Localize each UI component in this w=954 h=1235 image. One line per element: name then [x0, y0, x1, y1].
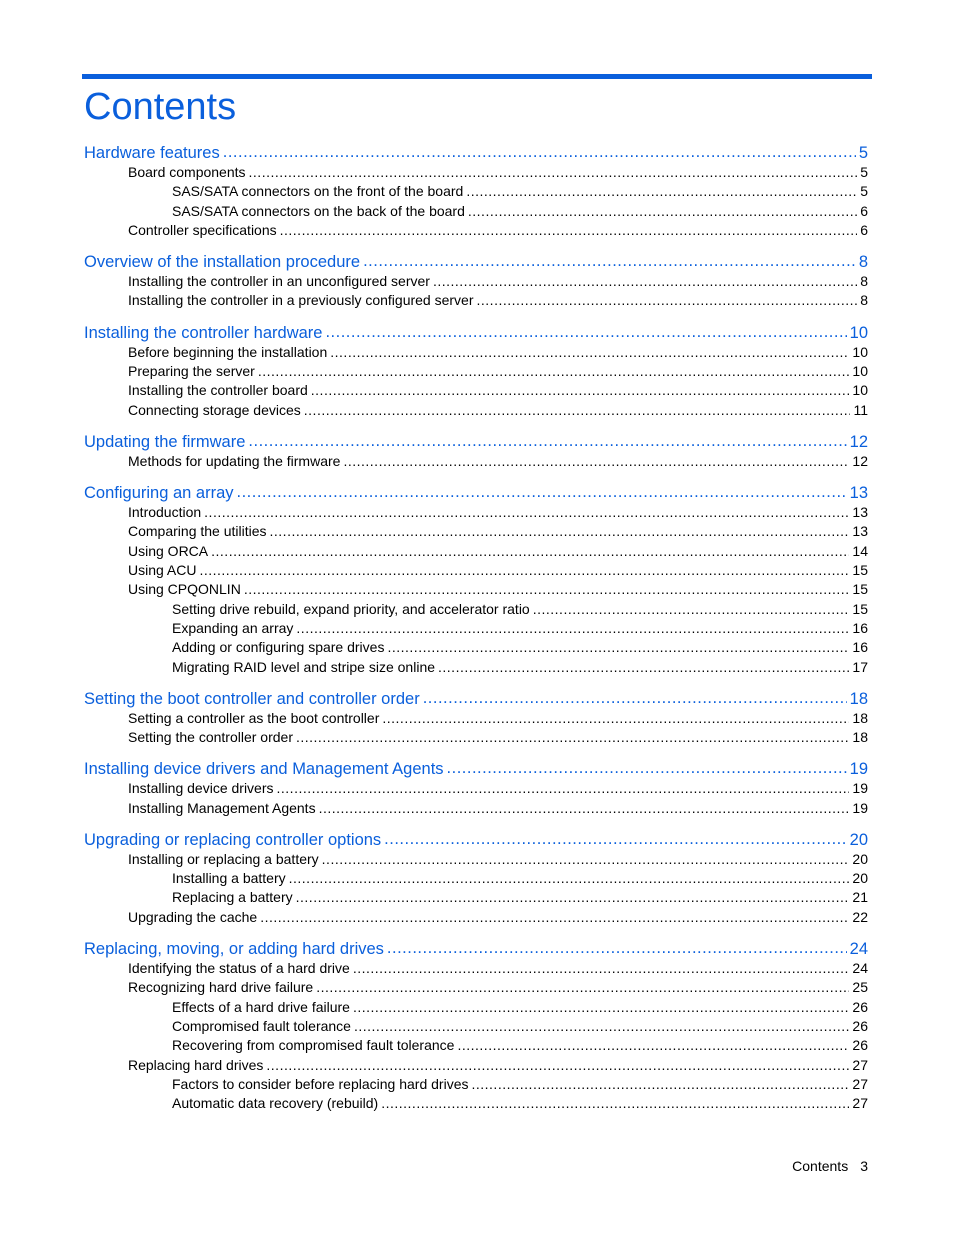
toc-section-entry[interactable] — [172, 202, 868, 219]
toc-entry-title: Factors to consider before replacing hard drives — [172, 1076, 469, 1092]
toc-entry-page-number: 11 — [853, 402, 868, 418]
toc-entry-page-number: 27 — [852, 1076, 868, 1092]
dot-leader — [211, 542, 849, 556]
toc-section-entry[interactable] — [172, 1094, 868, 1111]
toc-section-entry[interactable] — [128, 959, 868, 976]
toc-section-entry[interactable] — [128, 221, 868, 238]
toc-entry-title: Before beginning the installation — [128, 344, 328, 360]
toc-section-entry[interactable] — [128, 401, 868, 418]
toc-entry-page-number: 10 — [852, 344, 868, 360]
toc-entry-title: Installing device drivers and Management Agents — [84, 759, 444, 778]
toc-entry-page-number: 8 — [860, 292, 868, 308]
toc-entry-page-number: 10 — [852, 363, 868, 379]
dot-leader — [457, 1036, 849, 1050]
toc-section-entry[interactable] — [128, 542, 868, 559]
toc-chapter-entry[interactable] — [84, 321, 868, 343]
toc-entry-page-number: 8 — [860, 273, 868, 289]
dot-leader — [204, 503, 849, 517]
dot-leader — [381, 1094, 849, 1108]
toc-section-entry[interactable] — [172, 658, 868, 675]
toc-entry-title: Recognizing hard drive failure — [128, 979, 314, 995]
toc-entry-page-number: 20 — [852, 870, 868, 886]
toc-entry-title: Replacing, moving, or adding hard drives — [84, 939, 384, 958]
dot-leader — [289, 869, 850, 883]
toc-section-entry[interactable] — [128, 799, 868, 816]
toc-section-entry[interactable] — [128, 343, 868, 360]
toc-section-entry[interactable] — [128, 452, 868, 469]
toc-entry-title: Recovering from compromised fault tolerance — [172, 1037, 455, 1053]
toc-section-entry[interactable] — [172, 619, 868, 636]
toc-entry-title: Using CPQONLIN — [128, 581, 241, 597]
toc-section-entry[interactable] — [128, 709, 868, 726]
dot-leader — [199, 561, 849, 575]
toc-entry-title: Identifying the status of a hard drive — [128, 960, 350, 976]
toc-entry-page-number: 10 — [849, 323, 868, 342]
toc-entry-page-number: 10 — [852, 382, 868, 398]
dot-leader — [249, 163, 858, 177]
toc-entry-page-number: 25 — [852, 979, 868, 995]
dot-leader — [330, 343, 849, 357]
toc-chapter-entry[interactable] — [84, 250, 868, 272]
toc-entry-title: SAS/SATA connectors on the front of the board — [172, 183, 464, 199]
toc-section-entry[interactable] — [172, 1075, 868, 1092]
dot-leader — [223, 141, 856, 158]
toc-entry-title: Expanding an array — [172, 620, 294, 636]
toc-entry-title: Setting the controller order — [128, 729, 293, 745]
toc-entry-title: Setting a controller as the boot controller — [128, 710, 380, 726]
toc-entry-page-number: 19 — [852, 800, 868, 816]
toc-entry-page-number: 6 — [860, 222, 868, 238]
dot-leader — [387, 638, 849, 652]
dot-leader — [296, 728, 849, 742]
toc-section-entry[interactable] — [128, 503, 868, 520]
toc-chapter-entry[interactable] — [84, 757, 868, 779]
toc-entry-title: Upgrading or replacing controller options — [84, 830, 382, 849]
toc-entry-page-number: 15 — [852, 581, 868, 597]
toc-entry-title: Connecting storage devices — [128, 402, 301, 418]
dot-leader — [353, 959, 850, 973]
toc-entry-title: Introduction — [128, 504, 202, 520]
toc-entry-title: Effects of a hard drive failure — [172, 999, 350, 1015]
toc-entry-page-number: 15 — [852, 562, 868, 578]
toc-entry-page-number: 15 — [852, 601, 868, 617]
toc-entry-page-number: 13 — [852, 504, 868, 520]
toc-entry-page-number: 13 — [852, 523, 868, 539]
toc-section-entry[interactable] — [128, 522, 868, 539]
toc-entry-title: Automatic data recovery (rebuild) — [172, 1095, 379, 1111]
toc-chapter-entry[interactable] — [84, 481, 868, 503]
toc-entry-page-number: 24 — [849, 939, 868, 958]
toc-entry-title: Preparing the server — [128, 363, 255, 379]
toc-entry-page-number: 16 — [852, 639, 868, 655]
toc-entry-title: SAS/SATA connectors on the back of the board — [172, 203, 465, 219]
dot-leader — [423, 687, 847, 704]
toc-entry-title: Using ACU — [128, 562, 197, 578]
dot-leader — [248, 430, 846, 447]
toc-entry-page-number: 6 — [860, 203, 868, 219]
toc-entry-page-number: 5 — [860, 164, 868, 180]
toc-entry-page-number: 5 — [860, 183, 868, 199]
toc-chapter-entry[interactable] — [84, 687, 868, 709]
toc-entry-title: Controller specifications — [128, 222, 277, 238]
toc-entry-title: Installing Management Agents — [128, 800, 316, 816]
toc-section-entry[interactable] — [128, 1056, 868, 1073]
toc-section-entry[interactable] — [128, 163, 868, 180]
toc-section-entry[interactable] — [128, 561, 868, 578]
dot-leader — [316, 978, 849, 992]
toc-entry-page-number: 18 — [849, 689, 868, 708]
toc-entry-title: Configuring an array — [84, 483, 234, 502]
toc-entry-title: Overview of the installation procedure — [84, 252, 361, 271]
toc-entry-title: Installing the controller board — [128, 382, 308, 398]
dot-leader — [447, 757, 847, 774]
toc-entry-page-number: 16 — [852, 620, 868, 636]
dot-leader — [384, 828, 846, 845]
toc-section-entry[interactable] — [128, 580, 868, 597]
dot-leader — [354, 1017, 849, 1031]
dot-leader — [387, 937, 847, 954]
dot-leader — [325, 321, 846, 338]
toc-entry-title: Hardware features — [84, 143, 220, 162]
toc-entry-title: Installing the controller in a previously configured server — [128, 292, 474, 308]
dot-leader — [237, 481, 847, 498]
dot-leader — [311, 381, 850, 395]
toc-section-entry[interactable] — [128, 272, 868, 289]
toc-chapter-entry[interactable] — [84, 430, 868, 452]
toc-entry-page-number: 27 — [852, 1095, 868, 1111]
footer-page-number: 3 — [860, 1158, 868, 1174]
toc-entry-title: Comparing the utilities — [128, 523, 267, 539]
toc-section-entry[interactable] — [172, 998, 868, 1015]
toc-entry-page-number: 18 — [852, 710, 868, 726]
toc-section-entry[interactable] — [128, 728, 868, 745]
toc-entry-title: Replacing a battery — [172, 889, 293, 905]
footer-label: Contents — [792, 1158, 849, 1174]
toc-section-entry[interactable] — [172, 1017, 868, 1034]
toc-section-entry[interactable] — [128, 291, 868, 308]
toc-entry-page-number: 17 — [852, 659, 868, 675]
toc-section-entry[interactable] — [128, 362, 868, 379]
dot-leader — [304, 401, 851, 415]
toc-entry-page-number: 12 — [852, 453, 868, 469]
toc-section-entry[interactable] — [128, 978, 868, 995]
dot-leader — [468, 202, 857, 216]
toc-entry-page-number: 5 — [858, 143, 868, 162]
toc-entry-page-number: 19 — [849, 759, 868, 778]
toc-entry-page-number: 14 — [852, 543, 868, 559]
page-title: Contents — [84, 86, 237, 128]
toc-entry-page-number: 26 — [852, 1018, 868, 1034]
toc-section-entry[interactable] — [128, 779, 868, 796]
dot-leader — [296, 619, 849, 633]
dot-leader — [343, 452, 849, 466]
dot-leader — [471, 1075, 849, 1089]
toc-section-entry[interactable] — [128, 850, 868, 867]
toc-entry-page-number: 21 — [852, 889, 868, 905]
toc-section-entry[interactable] — [128, 908, 868, 925]
toc-entry-title: Installing a battery — [172, 870, 286, 886]
dot-leader — [260, 908, 849, 922]
toc-entry-title: Compromised fault tolerance — [172, 1018, 351, 1034]
dot-leader — [433, 272, 857, 286]
toc-entry-page-number: 20 — [852, 851, 868, 867]
toc-section-entry[interactable] — [128, 381, 868, 398]
toc-entry-title: Upgrading the cache — [128, 909, 258, 925]
toc-chapter-entry[interactable] — [84, 937, 868, 959]
toc-entry-title: Updating the firmware — [84, 432, 246, 451]
toc-entry-title: Using ORCA — [128, 543, 209, 559]
dot-leader — [319, 799, 850, 813]
toc-entry-title: Adding or configuring spare drives — [172, 639, 385, 655]
toc-section-entry[interactable] — [172, 1036, 868, 1053]
toc-chapter-entry[interactable] — [84, 141, 868, 163]
dot-leader — [363, 250, 856, 267]
toc-entry-title: Replacing hard drives — [128, 1057, 264, 1073]
dot-leader — [266, 1056, 849, 1070]
toc-entry-page-number: 8 — [858, 252, 868, 271]
toc-entry-title: Setting the boot controller and controller order — [84, 689, 420, 708]
toc-entry-page-number: 22 — [852, 909, 868, 925]
toc-entry-title: Methods for updating the firmware — [128, 453, 341, 469]
toc-entry-title: Board components — [128, 164, 246, 180]
toc-entry-page-number: 13 — [849, 483, 868, 502]
dot-leader — [280, 221, 858, 235]
dot-leader — [382, 709, 849, 723]
toc-entry-title: Installing or replacing a battery — [128, 851, 319, 867]
toc-entry-title: Migrating RAID level and stripe size online — [172, 659, 436, 675]
dot-leader — [322, 850, 850, 864]
toc-entry-page-number: 27 — [852, 1057, 868, 1073]
toc-section-entry[interactable] — [172, 182, 868, 199]
dot-leader — [466, 182, 857, 196]
toc-entry-page-number: 20 — [849, 830, 868, 849]
dot-leader — [477, 291, 858, 305]
page-footer — [792, 1158, 868, 1174]
dot-leader — [244, 580, 850, 594]
toc-entry-title: Setting drive rebuild, expand priority, and accelerator ratio — [172, 601, 530, 617]
dot-leader — [533, 600, 850, 614]
toc-entry-page-number: 12 — [849, 432, 868, 451]
dot-leader — [353, 998, 849, 1012]
toc-chapter-entry[interactable] — [84, 828, 868, 850]
dot-leader — [296, 888, 850, 902]
toc-section-entry[interactable] — [172, 888, 868, 905]
toc-section-entry[interactable] — [172, 869, 868, 886]
toc-entry-title: Installing the controller in an unconfigured server — [128, 273, 430, 289]
toc-entry-page-number: 26 — [852, 999, 868, 1015]
toc-section-entry[interactable] — [172, 600, 868, 617]
dot-leader — [438, 658, 849, 672]
toc-entry-title: Installing device drivers — [128, 780, 274, 796]
toc-entry-page-number: 26 — [852, 1037, 868, 1053]
toc-entry-page-number: 19 — [852, 780, 868, 796]
toc-section-entry[interactable] — [172, 638, 868, 655]
dot-leader — [277, 779, 850, 793]
toc-entry-page-number: 18 — [852, 729, 868, 745]
dot-leader — [258, 362, 850, 376]
dot-leader — [270, 522, 850, 536]
toc-entry-title: Installing the controller hardware — [84, 323, 323, 342]
toc-entry-page-number: 24 — [852, 960, 868, 976]
